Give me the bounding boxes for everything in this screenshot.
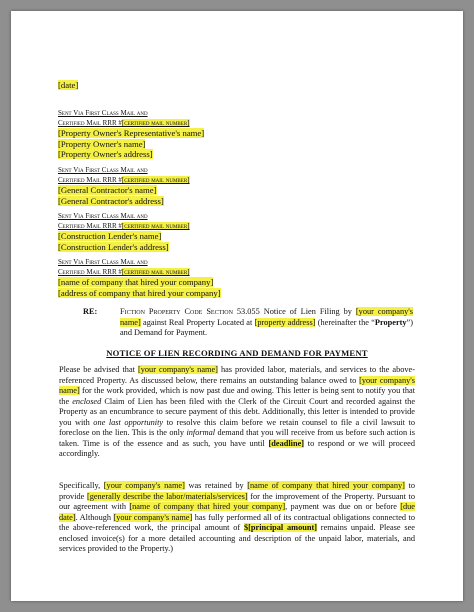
mail-method-line: Sent Via First Class Mail and [58, 109, 148, 117]
re-label: RE: [83, 307, 98, 316]
mail-block-owner [58, 108, 204, 160]
recipient-line: [General Contractor's name] [58, 185, 157, 195]
recipient-line: [General Contractor's address] [58, 195, 164, 206]
re-text: Fiction Property Code Section 53.055 Notice of Lien Filing by [your company's name] against Real Property Located at [property address] (hereinafter the “Property”) and Demand for Payment. [120, 307, 414, 338]
certified-mail-line: Certified Mail RRR #[certified mail number] [58, 119, 190, 127]
recipient-line: [Property Owner's Representative's name] [58, 128, 205, 138]
recipient-line: [Construction Lender's name] [58, 231, 162, 241]
recipient-line: [address of company that hired your company] [58, 287, 221, 298]
date-field: [date] [58, 80, 79, 90]
notice-title: NOTICE OF LIEN RECORDING AND DEMAND FOR PAYMENT [106, 348, 368, 358]
certified-number-field: [certified mail number] [121, 119, 190, 127]
recipient-line: [Property Owner's address] [58, 149, 153, 159]
certified-mail-line: Certified Mail RRR #[certified mail number] [58, 268, 190, 276]
certified-number-field: [certified mail number] [121, 176, 190, 184]
certified-mail-line: Certified Mail RRR #[certified mail number] [58, 176, 190, 184]
re-subject [85, 307, 413, 339]
mail-method-line: Sent Via First Class Mail and [58, 166, 148, 174]
mail-block-lender [58, 211, 190, 252]
certified-number-field: [certified mail number] [121, 222, 190, 230]
certified-mail-line: Certified Mail RRR #[certified mail number] [58, 222, 190, 230]
body-paragraph-2: Specifically, [your company's name] was retained by [name of company that hired your company] to provide [generally describe the labor/materials/services] for the improvement of the Property. Pursuant to our agreement with [name of company that hired your company], payment was due on or before [due date]. Although [your company's name] has fully performed all of its contractual obligations connected to the above-referenced work, the principal amount of $[principal amount] remains unpaid. Please see enclosed invoice(s) for a more detailed accounting and description of the unpaid labor, materials, and services provided to the Property.) [59, 481, 416, 553]
letter-page [11, 11, 463, 601]
company-name-field: [your company's name] [120, 307, 414, 327]
mail-block-hiring-company [58, 257, 221, 298]
recipient-line: [name of company that hired your company] [58, 277, 214, 287]
recipient-line: [Construction Lender's address] [58, 241, 169, 252]
body-paragraph-1: Please be advised that [your company's name] has provided labor, materials, and services to the above-referenced Property. As discussed below, there remains an outstanding balance owed to [your company's name] for the work provided, which is now past due and owing. This letter is being sent to notify you that the enclosed Claim of Lien has been filed with the Clerk of the Circuit Court and recorded against the Property as an encumbrance to secure payment of this debt. Additionally, this letter is intended to provide you with one last opportunity to resolve this claim before we retain counsel to file a civil lawsuit to foreclose on the lien. This is the only informal demand that you will receive from us before such action is taken. Time is of the essence and as such, you have until [deadline] to respond or we will proceed accordingly. [59, 365, 416, 458]
mail-method-line: Sent Via First Class Mail and [58, 258, 148, 266]
mail-method-line: Sent Via First Class Mail and [58, 212, 148, 220]
property-address-field: [property address] [254, 317, 316, 327]
certified-number-field: [certified mail number] [121, 268, 190, 276]
recipient-line: [Property Owner's name] [58, 138, 146, 149]
mail-block-contractor [58, 165, 190, 206]
